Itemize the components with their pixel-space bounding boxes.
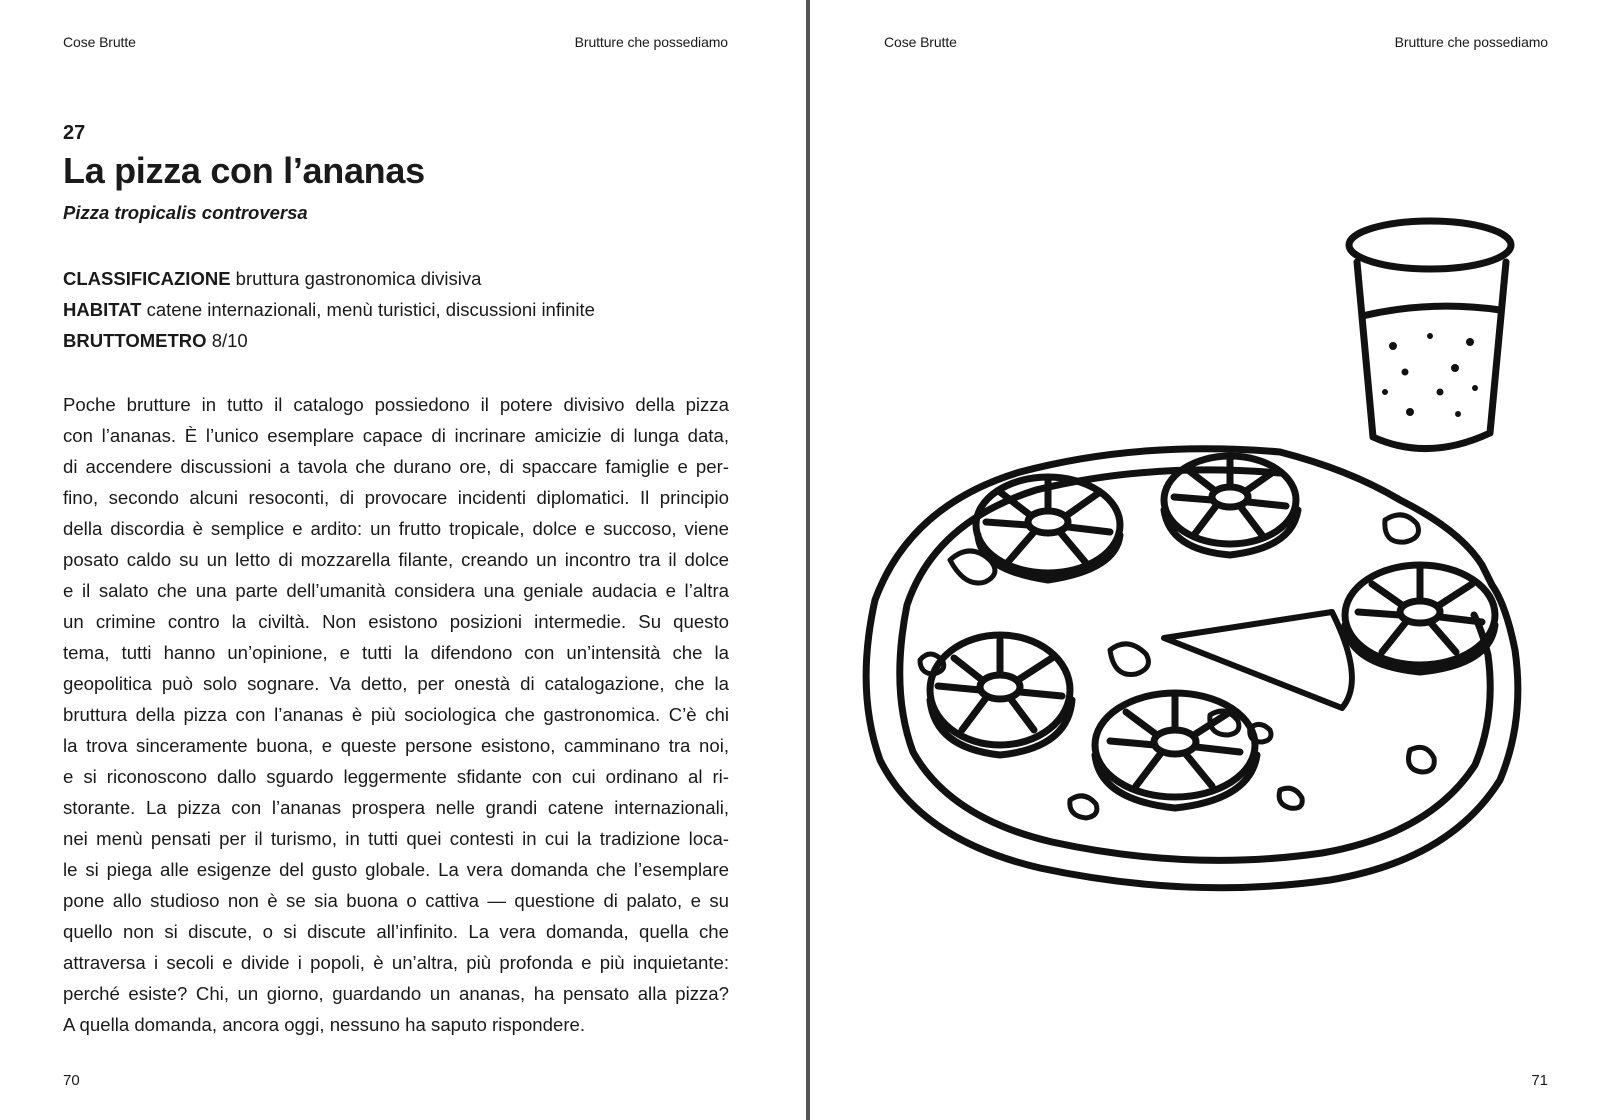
body-line: nei menù pensati per il turismo, in tutti quei contesti in cui la tradizione loca- [63, 828, 729, 849]
page-number-left: 70 [63, 1072, 80, 1089]
pineapple-slice-icon [1095, 693, 1257, 808]
running-header-left: Cose Brutte [884, 34, 957, 50]
fact-value: catene internazionali, menù turistici, discussioni infinite [146, 299, 595, 320]
body-line: bruttura della pizza con l’ananas è più sociologica che gastronomica. C’è chi [63, 704, 729, 725]
body-line: perché esiste? Chi, un giorno, guardando un ananas, ha pensato alla pizza? [63, 983, 729, 1004]
body-text [63, 389, 729, 1040]
bubbles-icon [1382, 333, 1478, 417]
body-line: tema, tutti hanno un’opinione, e tutti la difendono con un’intensità che la [63, 642, 729, 663]
entry-number: 27 [63, 122, 86, 144]
pizza-with-pineapple-and-drink-illustration [810, 0, 1600, 1120]
entry-subtitle: Pizza tropicalis controversa [63, 202, 308, 223]
body-line: attraversa i secoli e divide i popoli, è un’altra, più profonda e più inquietante: [63, 952, 729, 973]
fact-classification [63, 263, 595, 294]
pineapple-slice-icon [1164, 456, 1298, 555]
fact-key: BRUTTOMETRO [63, 330, 207, 351]
body-line: e si riconoscono dallo sguardo leggermente sfidante con cui ordinano al ri- [63, 766, 729, 787]
body-line: geopolitica può solo sognare. Va detto, per onestà di catalogazione, che la [63, 673, 729, 694]
entry-facts [63, 263, 595, 356]
fact-key: CLASSIFICAZIONE [63, 268, 231, 289]
body-line: pone allo studioso non è se sia buona o cattiva — questione di palato, e su [63, 890, 729, 911]
page-number-right: 71 [1531, 1072, 1548, 1089]
pineapple-slice-icon [930, 635, 1072, 755]
pineapple-slice-icon [1345, 565, 1495, 672]
running-header-right: Brutture che possediamo [1394, 34, 1548, 50]
body-line: la trova sinceramente buona, e queste persone esistono, camminano tra noi, [63, 735, 729, 756]
body-line: di accendere discussioni a tavola che durano ore, di spaccare famiglie e per- [63, 456, 729, 477]
body-line: della discordia è semplice e ardito: un frutto tropicale, dolce e succoso, viene [63, 518, 729, 539]
running-header-right: Brutture che possediamo [574, 34, 728, 50]
fact-habitat [63, 294, 595, 325]
body-line: quello non si discute, o si discute all’infinito. La vera domanda, quella che [63, 921, 729, 942]
pineapple-slice-icon [976, 477, 1120, 580]
fact-value: 8/10 [211, 330, 248, 351]
right-page [810, 0, 1600, 1120]
body-line: fino, secondo alcuni resoconti, di provocare incidenti diplomatici. Il principio [63, 487, 729, 508]
body-line: le si piega alle esigenze del gusto globale. La vera domanda che l’esemplare [63, 859, 729, 880]
fact-value: bruttura gastronomica divisiva [235, 268, 482, 289]
running-header-left: Cose Brutte [63, 34, 136, 50]
body-line: posato caldo su un letto di mozzarella filante, creando un incontro tra il dolce [63, 549, 729, 570]
body-line: A quella domanda, ancora oggi, nessuno ha saputo rispondere. [63, 1014, 586, 1035]
fact-key: HABITAT [63, 299, 142, 320]
body-line: e il salato che una parte dell’umanità considera una geniale audacia e l’altra [63, 580, 729, 601]
body-line: Poche brutture in tutto il catalogo possiedono il potere divisivo della pizza [63, 394, 729, 415]
body-line: un crimine contro la civiltà. Non esistono posizioni intermedie. Su questo [63, 611, 729, 632]
fact-bruttometro [63, 325, 595, 356]
entry-title: La pizza con l’ananas [63, 150, 425, 191]
body-line: con l’ananas. È l’unico esemplare capace di incrinare amicizie di lunga data, [63, 425, 729, 446]
body-line: storante. La pizza con l’ananas prospera nelle grandi catene internazionali, [63, 797, 729, 818]
